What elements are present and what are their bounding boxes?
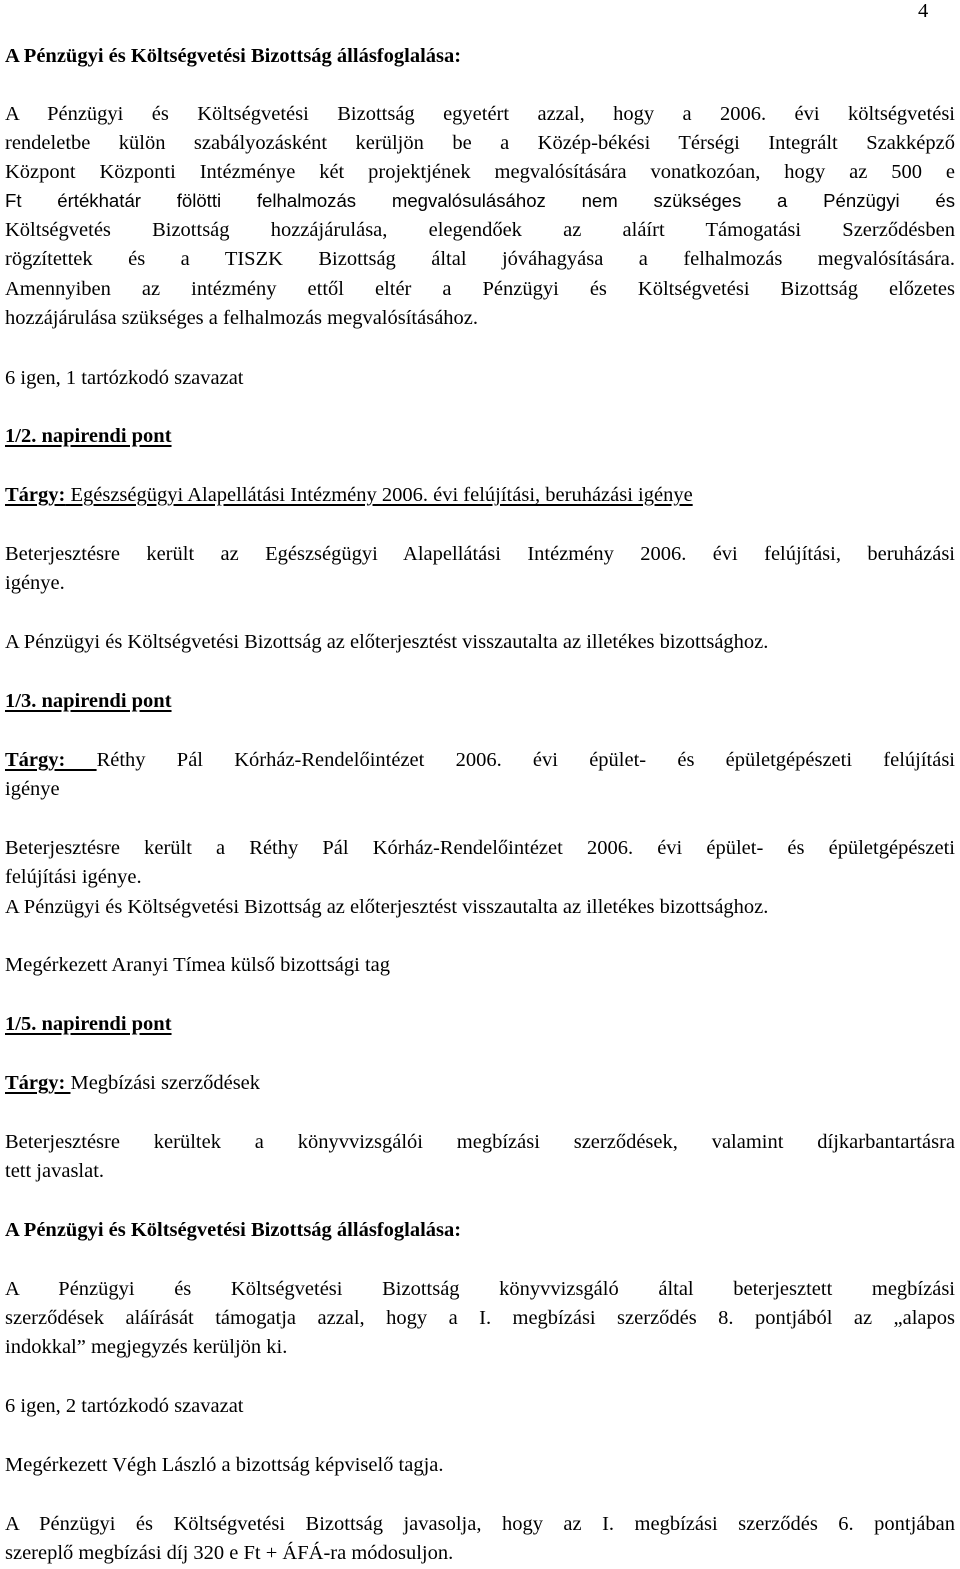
paragraph-line: szerződések aláírását támogatja azzal, hogy a I. megbízási szerződés 8. pontjából az „alapos [5, 1307, 955, 1329]
agenda-item-heading: 1/2. napirendi pont [5, 425, 172, 447]
subject-text: Megbízási szerződések [70, 1072, 261, 1094]
paragraph-line: Amennyiben az intézmény ettől eltér a Pénzügyi és Költségvetési Bizottság előzetes [5, 278, 955, 300]
paragraph-line: Beterjesztésre kerültek a könyvvizsgálói megbízási szerződések, valamint díjkarbantartásra [5, 1131, 955, 1153]
subject-label: Tárgy: [5, 749, 97, 771]
subject-text: Egészségügyi Alapellátási Intézmény 2006. évi felújítási, beruházási igénye [65, 484, 693, 506]
subject-text: Réthy Pál Kórház-Rendelőintézet 2006. évi épület- és épületgépészeti felújítási [96, 749, 955, 771]
decision-text: A Pénzügyi és Költségvetési Bizottság az előterjesztést visszautalta az illetékes bizottsághoz. [5, 631, 769, 653]
committee-position-heading: A Pénzügyi és Költségvetési Bizottság állásfoglalása: [5, 45, 462, 67]
paragraph-line: A Pénzügyi és Költségvetési Bizottság egyetért azzal, hogy a 2006. évi költségvetési [5, 103, 955, 125]
paragraph-line: szereplő megbízási díj 320 e Ft + ÁFÁ-ra módosuljon. [5, 1542, 454, 1564]
paragraph-line: indokkal” megjegyzés kerüljön ki. [5, 1336, 288, 1358]
paragraph-line: tett javaslat. [5, 1160, 105, 1182]
paragraph-line: Ft értékhatár fölötti felhalmozás megvalósulásához nem szükséges a Pénzügyi és [5, 190, 955, 211]
paragraph-line: Központ Központi Intézménye két projektjének megvalósítására vonatkozóan, hogy az 500 e [5, 161, 955, 183]
committee-position-heading: A Pénzügyi és Költségvetési Bizottság állásfoglalása: [5, 1219, 462, 1241]
paragraph-line: Költségvetés Bizottság hozzájárulása, elegendőek az aláírt Támogatási Szerződésben [5, 219, 955, 241]
subject-line [5, 480, 693, 510]
paragraph-line: hozzájárulása szükséges a felhalmozás megvalósításához. [5, 307, 479, 329]
paragraph-line: A Pénzügyi és Költségvetési Bizottság könyvvizsgáló által beterjesztett megbízási [5, 1278, 955, 1300]
vote-result: 6 igen, 2 tartózkodó szavazat [5, 1395, 244, 1417]
paragraph-line: rögzítettek és a TISZK Bizottság által jóváhagyása a felhalmozás megvalósítására. [5, 248, 955, 270]
agenda-item-heading: 1/5. napirendi pont [5, 1013, 172, 1035]
subject-text-cont: igénye [5, 778, 60, 800]
paragraph-line: rendeletbe külön szabályozásként kerüljön be a Közép-békési Térségi Integrált Szakképző [5, 132, 955, 154]
subject-line [5, 745, 955, 775]
agenda-item-heading: 1/3. napirendi pont [5, 690, 172, 712]
subject-label: Tárgy: [5, 1072, 71, 1094]
paragraph-line: Beterjesztésre került az Egészségügyi Alapellátási Intézmény 2006. évi felújítási, beruházási [5, 543, 955, 565]
arrival-note: Megérkezett Aranyi Tímea külső bizottsági tag [5, 954, 391, 976]
page-number: 4 [918, 0, 929, 22]
vote-result: 6 igen, 1 tartózkodó szavazat [5, 367, 244, 389]
paragraph-line: Beterjesztésre került a Réthy Pál Kórház-Rendelőintézet 2006. évi épület- és épületgépészeti [5, 837, 955, 859]
subject-line [5, 1068, 260, 1098]
paragraph-line: A Pénzügyi és Költségvetési Bizottság javasolja, hogy az I. megbízási szerződés 6. pontjában [5, 1513, 955, 1535]
subject-label: Tárgy: [5, 484, 66, 506]
paragraph-line: igénye. [5, 572, 65, 594]
paragraph-line: felújítási igénye. [5, 866, 142, 888]
arrival-note: Megérkezett Végh László a bizottság képviselő tagja. [5, 1454, 444, 1476]
decision-text: A Pénzügyi és Költségvetési Bizottság az előterjesztést visszautalta az illetékes bizottsághoz. [5, 896, 769, 918]
